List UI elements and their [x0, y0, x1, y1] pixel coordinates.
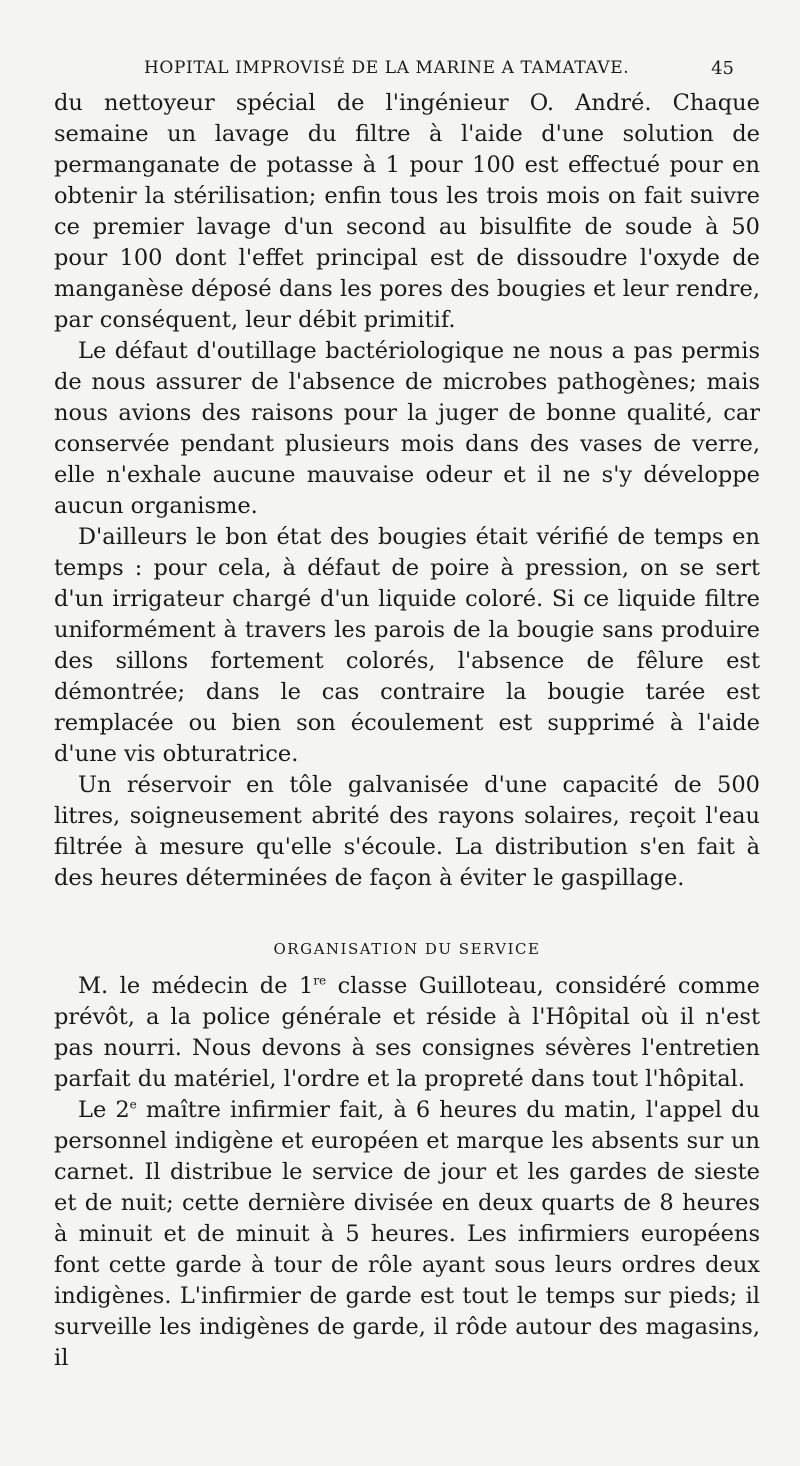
paragraph-text: maître infirmier fait, à 6 heures du matin, l'appel du personnel indigène et européen et marque les absents sur un carnet. Il distribue le service de jour et les gardes de sieste et de nuit; cette dernière divisée en deux quarts de 8 heures à minuit et de minuit à 5 heures. Les infirmiers européens font cette garde à tour de rôle ayant sous leurs ordres deux indigènes. L'infirmier de garde est tout le temps sur pieds; il surveille les indigènes de garde, il rôde autour des magasins, il — [54, 1097, 760, 1371]
paragraph: du nettoyeur spécial de l'ingénieur O. André. Chaque semaine un lavage du filtre à l'aide d'une solution de permanganate de potasse à 1 pour 100 est effectué pour en obtenir la stérilisation; enfin tous les trois mois on fait suivre ce premier lavage d'un second au bisulfite de soude à 50 pour 100 dont l'effet principal est de dissoudre l'oxyde de manganèse déposé dans les pores des bougies et leur rendre, par conséquent, leur débit primitif. — [54, 90, 760, 333]
ordinal-superscript: re — [313, 973, 327, 988]
running-head: HOPITAL IMPROVISÉ DE LA MARINE A TAMATAVE. — [144, 58, 630, 78]
page-header — [54, 54, 746, 84]
paragraph-text: M. le médecin de 1 — [78, 973, 314, 999]
paragraph — [54, 1095, 760, 1374]
paragraph-text: Le 2 — [78, 1097, 130, 1123]
page-number: 45 — [711, 58, 734, 79]
paragraph-text: classe Guilloteau, considéré comme prévôt, a la police générale et réside à l'Hôpital où il n'est pas nourri. Nous devons à ses consignes sévères l'entretien parfait du matériel, l'ordre et la propreté dans tout l'hôpital. — [54, 973, 760, 1092]
page-body — [54, 88, 760, 1374]
paragraph: Le défaut d'outillage bactériologique ne nous a pas permis de nous assurer de l'absence de microbes pathogènes; mais nous avions des raisons pour la juger de bonne qualité, car conservée pendant plusieurs mois dans des vases de verre, elle n'exhale aucune mauvaise odeur et il ne s'y développe aucun organisme. — [54, 338, 760, 519]
paragraph: D'ailleurs le bon état des bougies était vérifié de temps en temps : pour cela, à défaut de poire à pression, on se sert d'un irrigateur chargé d'un liquide coloré. Si ce liquide filtre uniformément à travers les parois de la bougie sans produire des sillons fortement colorés, l'absence de fêlure est démontrée; dans le cas contraire la bougie tarée est remplacée ou bien son écoulement est supprimé à l'aide d'une vis obturatrice. — [54, 524, 760, 767]
paragraph: Un réservoir en tôle galvanisée d'une capacité de 500 litres, soigneusement abrité des rayons solaires, reçoit l'eau filtrée à mesure qu'elle s'écoule. La distribution s'en fait à des heures déterminées de façon à éviter le gaspillage. — [54, 772, 760, 891]
section-heading: ORGANISATION DU SERVICE — [273, 940, 541, 958]
ordinal-superscript: e — [129, 1097, 137, 1112]
paragraph — [54, 971, 760, 1095]
